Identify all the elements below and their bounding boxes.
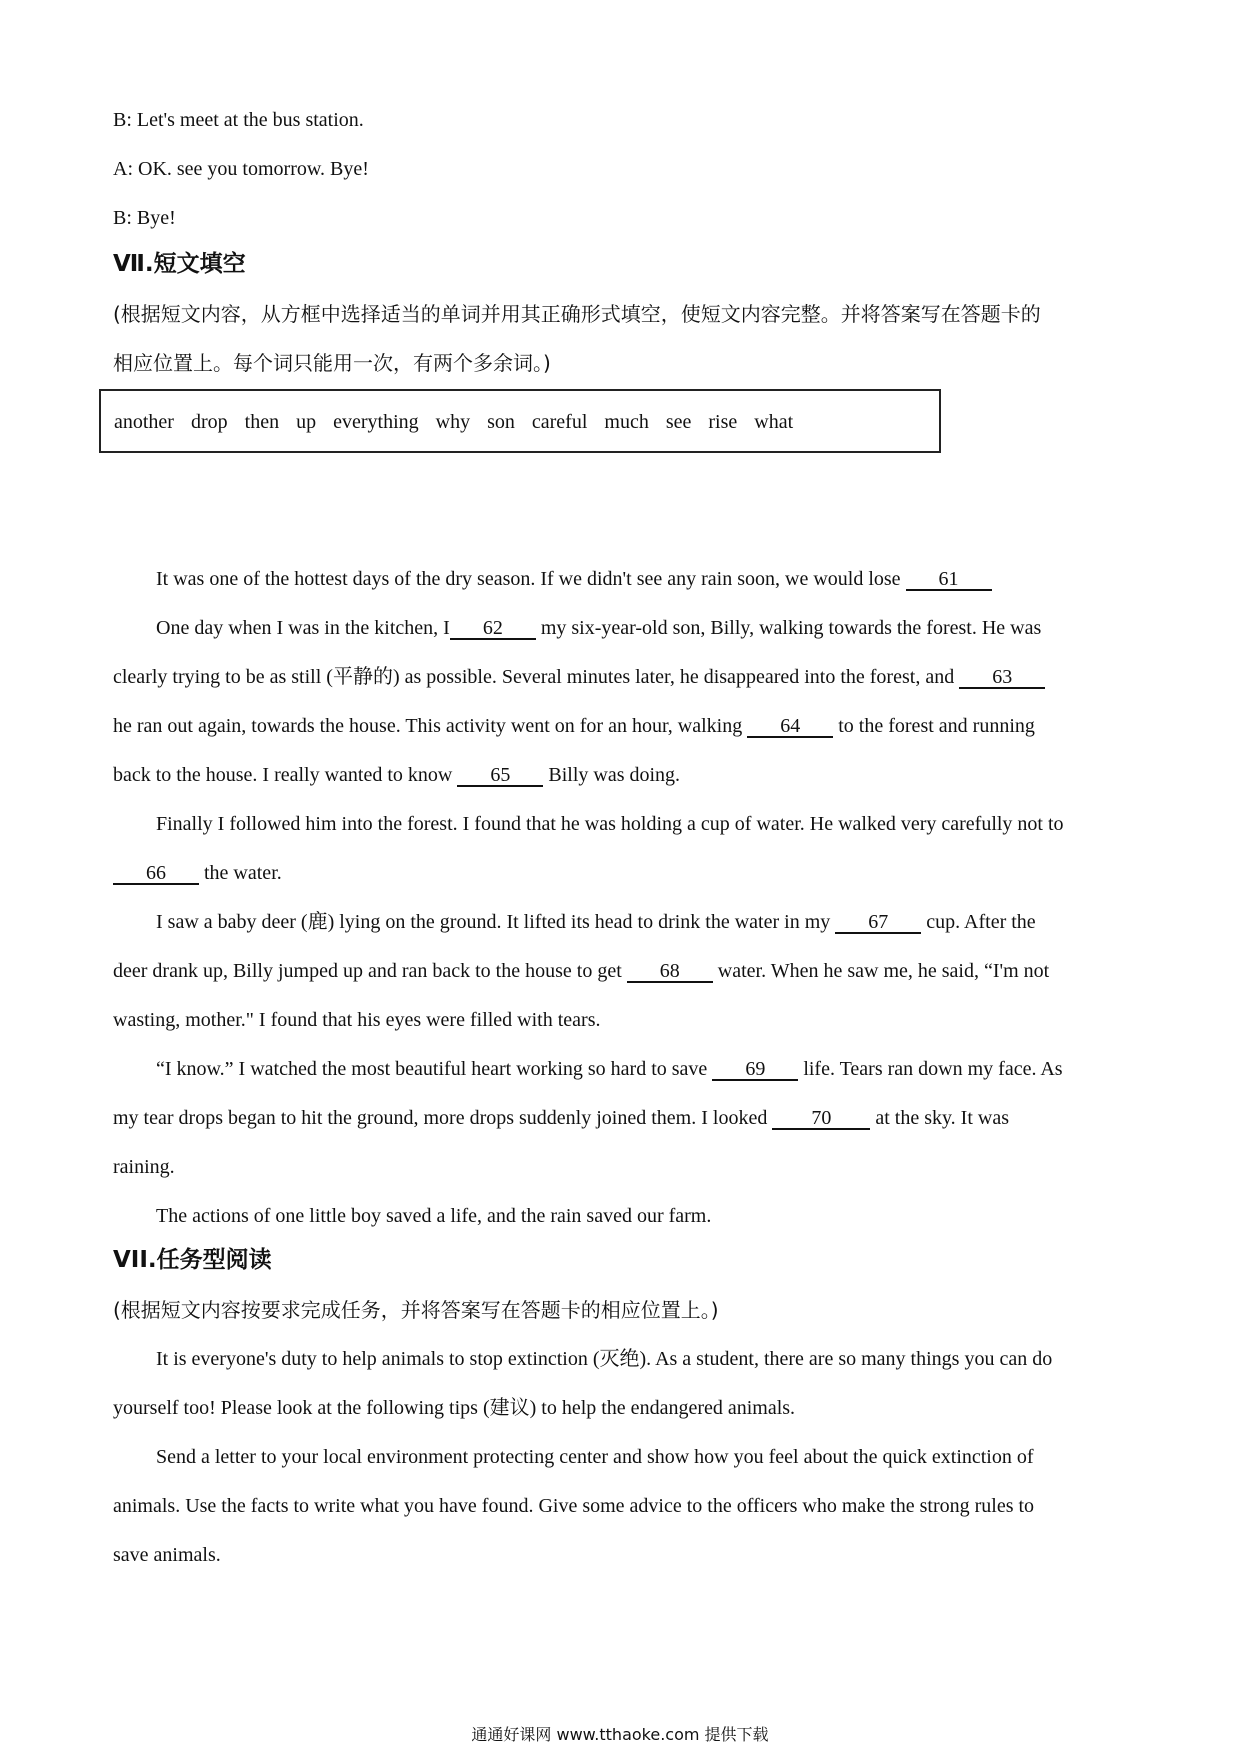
passage-text: Billy was doing. <box>543 764 681 786</box>
word-bank-item: then <box>244 411 280 433</box>
passage-text: It was one of the hottest days of the dry season. If we didn't see any rain soon, we would lose <box>156 568 906 590</box>
passage-line <box>113 959 1049 983</box>
word-bank-item: son <box>487 411 515 433</box>
section-heading: VII.任务型阅读 <box>113 1247 272 1273</box>
passage-text: my tear drops began to hit the ground, more drops suddenly joined them. I looked <box>113 1107 773 1129</box>
passage-line <box>113 665 1045 689</box>
passage-line: Finally I followed him into the forest. I found that he was holding a cup of water. He walked very carefully not to <box>156 813 1064 835</box>
passage-line: save animals. <box>113 1544 221 1566</box>
answer-blank-64[interactable]: 64 <box>747 716 833 738</box>
passage-text: One day when I was in the kitchen, I <box>156 617 450 639</box>
passage-text: my six-year-old son, Billy, walking towards the forest. He was <box>535 617 1042 639</box>
passage-line <box>113 1106 1009 1130</box>
passage-text: I saw a baby deer (鹿) lying on the ground. It lifted its head to drink the water in my <box>156 911 836 933</box>
passage-text: the water. <box>199 862 282 884</box>
section-instruction: (根据短文内容按要求完成任务，并将答案写在答题卡的相应位置上。) <box>113 1298 719 1322</box>
passage-line <box>156 616 1041 640</box>
answer-blank-65[interactable]: 65 <box>457 765 543 787</box>
passage-text: clearly trying to be as still (平静的) as possible. Several minutes later, he disappeared into the forest, and <box>113 666 960 688</box>
answer-blank-70[interactable]: 70 <box>772 1108 870 1130</box>
passage-line <box>156 1057 1063 1081</box>
answer-blank-67[interactable]: 67 <box>835 912 921 934</box>
passage-text: water. When he saw me, he said, “I'm not <box>712 960 1050 982</box>
dialogue-line: A: OK. see you tomorrow. Bye! <box>113 158 369 180</box>
word-bank-list <box>114 410 810 434</box>
word-bank-box <box>99 389 941 453</box>
passage-line: wasting, mother." I found that his eyes were filled with tears. <box>113 1009 601 1031</box>
passage-text: he ran out again, towards the house. This activity went on for an hour, walking <box>113 715 748 737</box>
passage-line <box>113 763 680 787</box>
passage-text: to the forest and running <box>833 715 1035 737</box>
word-bank-item: much <box>604 411 649 433</box>
answer-blank-61[interactable]: 61 <box>906 569 992 591</box>
passage-line <box>113 714 1035 738</box>
word-bank-item: why <box>435 411 471 433</box>
word-bank-item: everything <box>333 411 419 433</box>
answer-blank-66[interactable]: 66 <box>113 863 199 885</box>
passage-text: back to the house. I really wanted to know <box>113 764 458 786</box>
passage-text: “I know.” I watched the most beautiful heart working so hard to save <box>156 1058 713 1080</box>
word-bank-item: what <box>754 411 794 433</box>
word-bank-item: drop <box>190 411 228 433</box>
word-bank-item: another <box>114 411 174 433</box>
passage-line: Send a letter to your local environment protecting center and show how you feel about the quick extinction of <box>156 1446 1034 1468</box>
passage-text: cup. After the <box>921 911 1036 933</box>
answer-blank-63[interactable]: 63 <box>959 667 1045 689</box>
passage-text: life. Tears ran down my face. As <box>798 1058 1063 1080</box>
section-instruction: (根据短文内容，从方框中选择适当的单词并用其正确形式填空，使短文内容完整。并将答案写在答题卡的 <box>113 302 1041 326</box>
dialogue-line: B: Let's meet at the bus station. <box>113 109 364 131</box>
passage-line: The actions of one little boy saved a life, and the rain saved our farm. <box>156 1205 712 1227</box>
passage-line: yourself too! Please look at the following tips (建议) to help the endangered animals. <box>113 1397 796 1419</box>
passage-text: deer drank up, Billy jumped up and ran back to the house to get <box>113 960 627 982</box>
word-bank-item: see <box>665 411 692 433</box>
passage-line <box>113 861 282 885</box>
answer-blank-68[interactable]: 68 <box>627 961 713 983</box>
word-bank-item: up <box>296 411 317 433</box>
passage-line: It is everyone's duty to help animals to stop extinction (灭绝). As a student, there are so many things you can do <box>156 1348 1053 1370</box>
answer-blank-62[interactable]: 62 <box>450 618 536 640</box>
section-heading: Ⅶ.短文填空 <box>113 251 246 277</box>
passage-line <box>156 910 1036 934</box>
passage-line <box>156 567 992 591</box>
word-bank-item: rise <box>708 411 738 433</box>
word-bank-item: careful <box>531 411 588 433</box>
section-instruction: 相应位置上。每个词只能用一次，有两个多余词。) <box>113 351 551 375</box>
dialogue-line: B: Bye! <box>113 207 176 229</box>
answer-blank-69[interactable]: 69 <box>712 1059 798 1081</box>
passage-line: raining. <box>113 1156 175 1178</box>
passage-line: animals. Use the facts to write what you have found. Give some advice to the officers who make the strong rules to <box>113 1495 1035 1517</box>
page-footer: 通通好课网 www.tthaoke.com 提供下载 <box>471 1725 769 1744</box>
passage-text: at the sky. It was <box>870 1107 1009 1129</box>
